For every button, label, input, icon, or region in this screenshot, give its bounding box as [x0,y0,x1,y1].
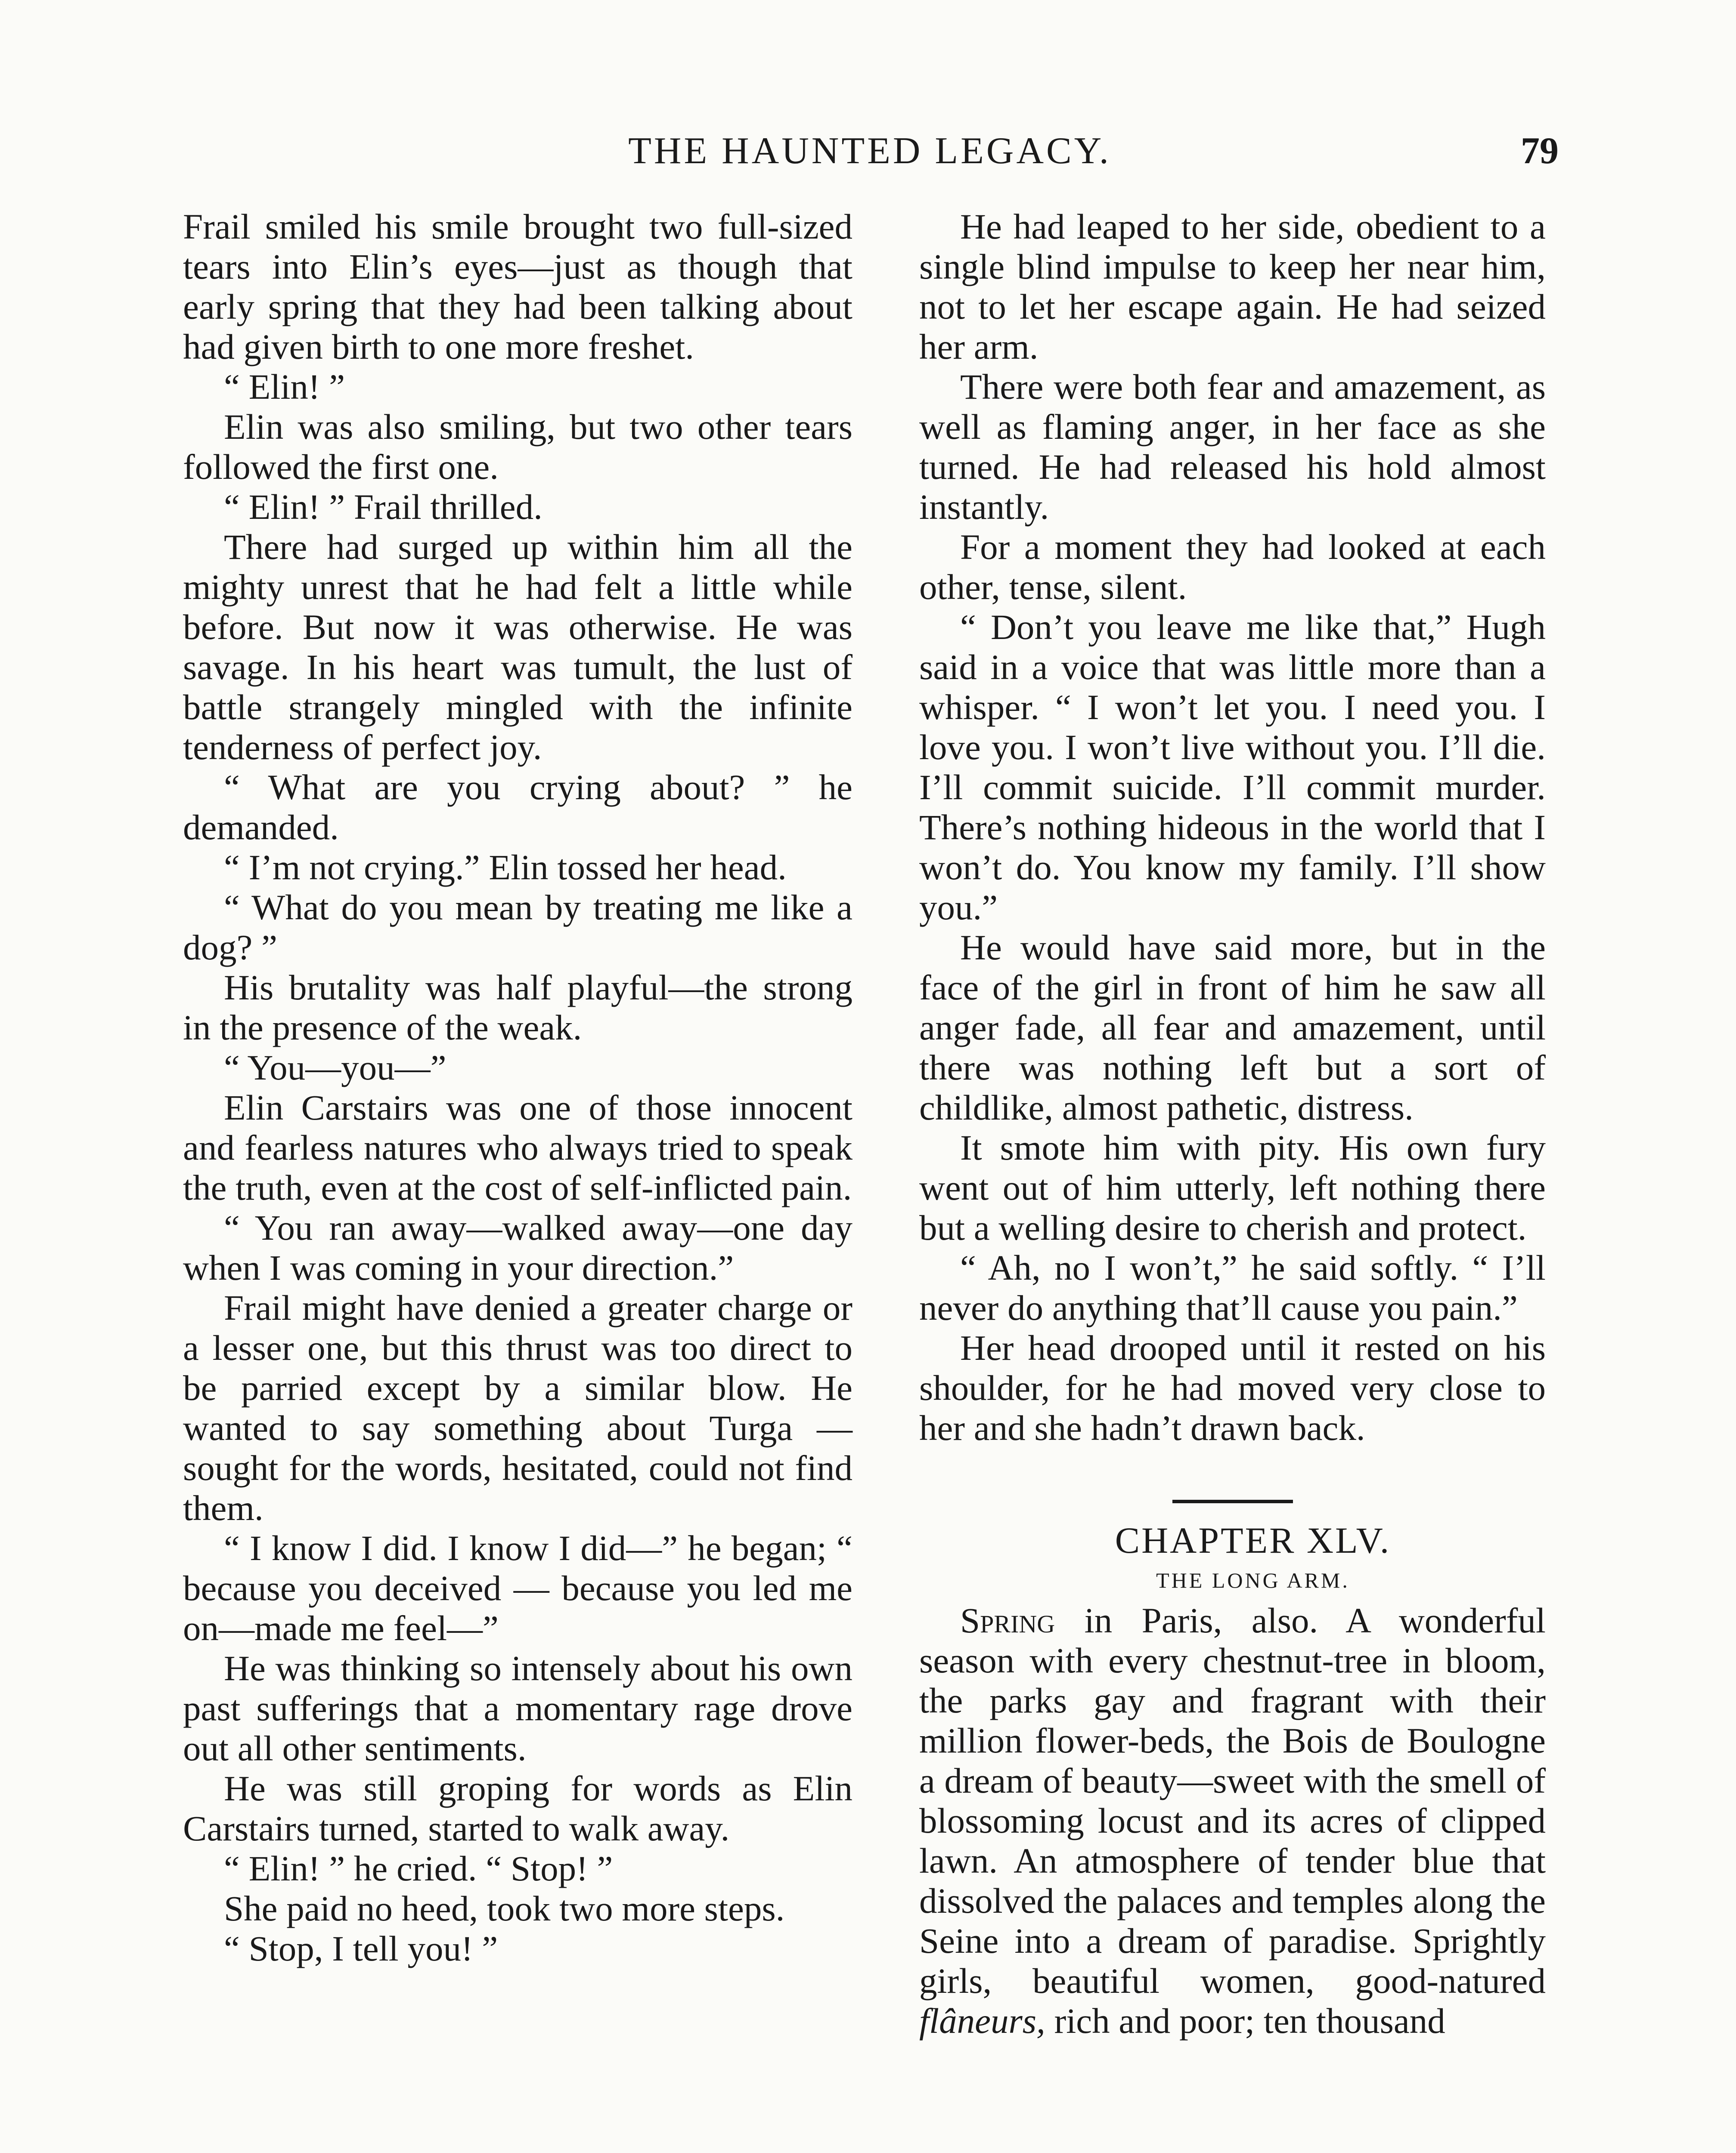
paragraph: There had surged up within him all the mighty unrest that he had felt a little while before. But now it was otherwise. He was savage. In his heart was tumult, the lust of battle strangely mingled with the infinite tenderness of perfect joy. [183,527,852,767]
running-title: THE HAUNTED LEGACY. [628,130,1111,172]
paragraph: “ You—you—” [224,1048,446,1087]
paragraph: Elin was also smiling, but two other tears followed the first one. [183,407,852,487]
paragraph: “ Elin! ” he cried. “ Stop! ” [224,1849,613,1888]
paragraph: His brutality was half playful—the strong in the presence of the weak. [183,968,852,1047]
paragraph: He was thinking so intensely about his own past sufferings that a momentary rage drove out all other sentiments. [183,1648,852,1768]
chapter-text-end: rich and poor; ten thousand [1045,2001,1445,2041]
paragraph: “ I know I did. I know I did—” he began; “ because you deceived — because you led me on—made me feel—” [183,1528,852,1648]
page-number: 79 [1521,130,1559,172]
paragraph: He was still groping for words as Elin Carstairs turned, started to walk away. [183,1768,852,1848]
paragraph: He would have said more, but in the face of the girl in front of him he saw all anger fade, all fear and amazement, until there was nothing left but a sort of childlike, almost pathetic, distress. [919,928,1546,1127]
page-header [181,129,1559,189]
paragraph: “ You ran away—walked away—one day when I was coming in your direction.” [183,1208,852,1287]
paragraph: He had leaped to her side, obedient to a single blind impulse to keep her near him, not to let her escape again. He had seized her arm. [919,207,1546,366]
paragraph: She paid no heed, took two more steps. [224,1889,785,1928]
paragraph: “ Stop, I tell you! ” [224,1929,498,1968]
left-column [183,207,852,1969]
chapter-title: CHAPTER XLV. [1115,1520,1391,1561]
right-column [919,207,1546,2041]
chapter-text: in Paris, also. A wonderful season with every chestnut-tree in bloom, the parks gay and fragrant with their million flower-beds, the Bois de Boulogne a dream of beauty—sweet with the smell of blossoming locust and its acres of clipped lawn. An atmosphere of tender blue that dissolved the palaces and temples along the Seine into a dream of paradise. Sprightly girls, beautiful women, good-natured [919,1601,1546,2001]
paragraph: “ Ah, no I won’t,” he said softly. “ I’ll never do anything that’ll cause you pain.” [919,1248,1546,1328]
paragraph: For a moment they had looked at each other, tense, silent. [919,527,1546,607]
paragraph: “ What are you crying about? ” he demanded. [183,767,852,847]
chapter-lead-word: Spring [960,1601,1055,1640]
paragraph: “ What do you mean by treating me like a dog? ” [183,887,852,967]
paragraph: “ Don’t you leave me like that,” Hugh said in a voice that was little more than a whisper. “ I won’t let you. I need you. I love you. I won’t live without you. I’ll die. I’ll commit suicide. I’ll commit murder. There’s nothing hideous in the world that I won’t do. You know my family. I’ll show you.” [919,607,1546,927]
chapter-italic-word: flâneurs, [919,2001,1045,2041]
chapter-opening-paragraph [919,1601,1546,2041]
paragraph: It smote him with pity. His own fury went out of him utterly, left nothing there but a welling desire to cherish and protect. [919,1128,1546,1247]
chapter-subtitle: THE LONG ARM. [1156,1568,1350,1592]
paragraph: “ I’m not crying.” Elin tossed her head. [224,847,787,887]
chapter-divider [1172,1500,1293,1503]
paragraph: “ Elin! ” Frail thrilled. [224,487,542,527]
paragraph: There were both fear and amazement, as well as flaming anger, in her face as she turned. He had released his hold almost instantly. [919,367,1546,527]
paragraph: Elin Carstairs was one of those innocent and fearless natures who always tried to speak the truth, even at the cost of self-inflicted pain. [183,1088,852,1207]
paragraph: Her head drooped until it rested on his shoulder, for he had moved very close to her and she hadn’t drawn back. [919,1328,1546,1448]
paragraph: Frail might have denied a greater charge or a lesser one, but this thrust was too direct to be parried except by a similar blow. He wanted to say something about Turga — sought for the words, hesitated, could not find them. [183,1288,852,1528]
paragraph: Frail smiled his smile brought two full-sized tears into Elin’s eyes—just as though that early spring that they had been talking about had given birth to one more freshet. [183,207,852,366]
paragraph: “ Elin! ” [224,367,345,406]
